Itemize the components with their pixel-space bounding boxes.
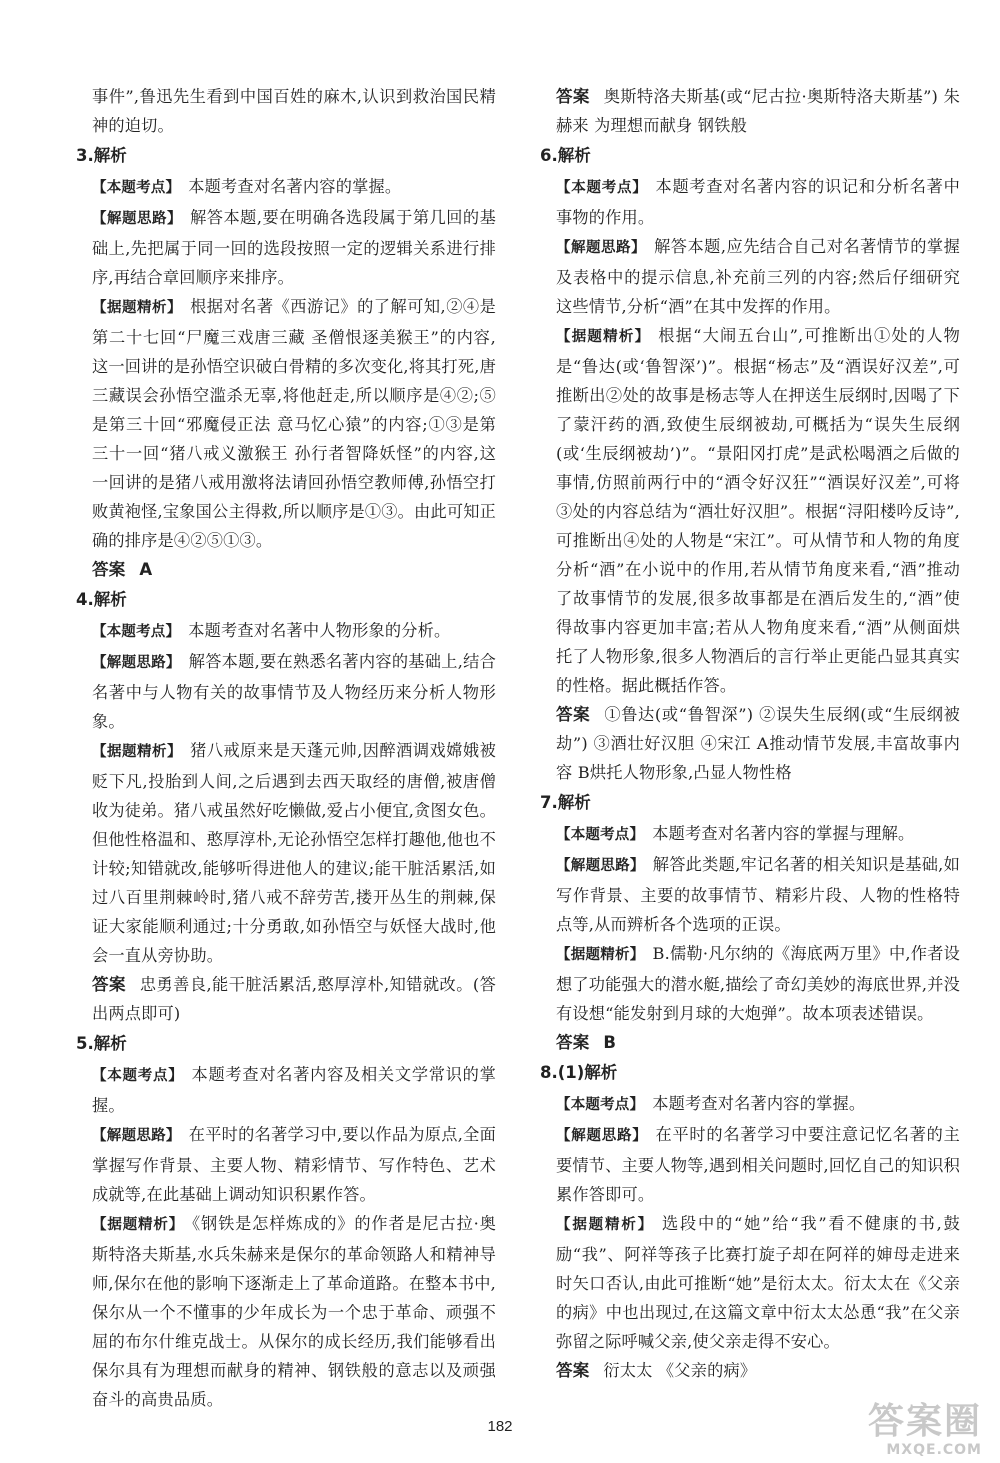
q4-heading: 4.解析 bbox=[76, 590, 127, 609]
q3-jingxi-text: 根据对名著《西游记》的了解可知,②④是第二十七回“尸魔三戏唐三藏 圣僧恨逐美猴王”的内容,这一回讲的是孙悟空识破白骨精的多次变化,将其打死,唐三藏误会孙悟空滥杀无辜,将他赶走,所以顺序是④②;⑤是第三十回“邪魔侵正法 意马忆心猿”的内容;①③是第三十一回“猪八戒义激猴王 孙行者智降妖怪”的内容,这一回讲的是猪八戒用激将法请回孙悟空教师傅,孙悟空打败黄袍怪,宝象国公主得救,所以顺序是①③。由此可知正确的排序是④②⑤①③。 bbox=[92, 297, 496, 550]
q6-jingxi bbox=[540, 321, 960, 700]
q8-kaodian-text: 本题考查对名著内容的掌握。 bbox=[652, 1094, 866, 1113]
silu-tag: 【解题思路】 bbox=[556, 858, 645, 874]
q4-answer-text: 忠勇善良,能干脏活累活,憨厚淳朴,知错就改。(答出两点即可) bbox=[92, 975, 496, 1023]
silu-tag: 【解题思路】 bbox=[92, 655, 181, 671]
watermark-logo: 答案圈 bbox=[867, 1401, 982, 1442]
jingxi-tag: 【据题精析】 bbox=[92, 1217, 185, 1233]
q5-jingxi-text: 《钢铁是怎样炼成的》的作者是尼古拉·奥斯特洛夫斯基,水兵朱赫来是保尔的革命领路人和精神导师,保尔在他的影响下逐渐走上了革命道路。在整本书中,保尔从一个不懂事的少年成长为一个忠于革命、顽强不屈的布尔什维克战士。从保尔的成长经历,我们能够看出保尔具有为理想而献身的精神、钢铁般的意志以及顽强奋斗的高贵品质。 bbox=[92, 1214, 496, 1409]
q3-heading: 3.解析 bbox=[76, 146, 127, 165]
q8-answer-text: 衍太太 《父亲的病》 bbox=[603, 1361, 757, 1380]
page-number: 182 bbox=[487, 1418, 513, 1435]
answer-label: 答案 bbox=[556, 1033, 590, 1052]
jingxi-tag: 【据题精析】 bbox=[92, 300, 183, 316]
q7-jingxi-text: B.儒勒·凡尔纳的《海底两万里》中,作者设想了功能强大的潜水艇,描绘了奇幻美妙的海底世界,并没有设想“能发射到月球的大炮弹”。故本项表述错误。 bbox=[556, 944, 961, 1023]
kaodian-tag: 【本题考点】 bbox=[556, 827, 645, 843]
q8-answer bbox=[540, 1356, 960, 1385]
q3-answer bbox=[76, 555, 496, 584]
kaodian-tag: 【本题考点】 bbox=[556, 180, 648, 196]
q4-answer bbox=[76, 970, 496, 1028]
q8-silu bbox=[540, 1120, 960, 1209]
q6-answer-text: ①鲁达(或“鲁智深”) ②误失生辰纲(或“生辰纲被劫”) ③酒壮好汉胆 ④宋江 A推动情节发展,丰富故事内容 B烘托人物形象,凸显人物性格 bbox=[556, 705, 960, 782]
q6-kaodian-text: 本题考查对名著内容的识记和分析名著中事物的作用。 bbox=[556, 177, 960, 227]
q7-kaodian-text: 本题考查对名著内容的掌握与理解。 bbox=[652, 824, 915, 843]
q6-answer bbox=[540, 700, 960, 787]
q4-silu bbox=[76, 647, 496, 736]
q6-silu bbox=[540, 232, 960, 321]
q7-silu-text: 解答此类题,牢记名著的相关知识是基础,如写作背景、主要的故事情节、精彩片段、人物的性格特点等,从而辨析各个选项的正误。 bbox=[556, 855, 960, 934]
jingxi-tag: 【据题精析】 bbox=[556, 1217, 654, 1233]
q7-silu bbox=[540, 850, 960, 939]
q4-jingxi-text: 猪八戒原来是天蓬元帅,因醉酒调戏嫦娥被贬下凡,投胎到人间,之后遇到去西天取经的唐僧,被唐僧收为徒弟。猪八戒虽然好吃懒做,爱占小便宜,贪图女色。但他性格温和、憨厚淳朴,无论孙悟空怎样打趣他,他也不计较;知错就改,能够听得进他人的建议;能干脏活累活,如过八百里荆棘岭时,猪八戒不辞劳苦,搂开丛生的荆棘,保证大家能顺利通过;十分勇敢,如孙悟空与妖怪大战时,他会一直从旁协助。 bbox=[92, 741, 496, 965]
q8-kaodian bbox=[540, 1089, 960, 1120]
intro-paragraph: 事件”,鲁迅先生看到中国百姓的麻木,认识到救治国民精神的迫切。 bbox=[92, 87, 496, 135]
q3-kaodian bbox=[76, 172, 496, 203]
q3-silu bbox=[76, 203, 496, 292]
q3-kaodian-text: 本题考查对名著内容的掌握。 bbox=[188, 177, 402, 196]
q7-kaodian bbox=[540, 819, 960, 850]
q8-jingxi-text: 选段中的“她”给“我”看不健康的书,鼓励“我”、阿祥等孩子比赛打旋子却在阿祥的婶母走进来时矢口否认,由此可推断“她”是衍太太。衍太太在《父亲的病》中也出现过,在这篇文章中衍太太怂恿“我”在父亲弥留之际呼喊父亲,使父亲走得不安心。 bbox=[556, 1214, 960, 1351]
watermark bbox=[834, 1402, 982, 1458]
answer-label: 答案 bbox=[556, 87, 590, 106]
q5-answer bbox=[540, 82, 960, 140]
q6-heading: 6.解析 bbox=[540, 146, 591, 165]
kaodian-tag: 【本题考点】 bbox=[556, 1097, 645, 1113]
q4-silu-text: 解答本题,要在熟悉名著内容的基础上,结合名著中与人物有关的故事情节及人物经历来分析人物形象。 bbox=[92, 652, 496, 731]
right-column bbox=[540, 82, 960, 1385]
q5-kaodian bbox=[76, 1060, 496, 1120]
kaodian-tag: 【本题考点】 bbox=[92, 1068, 184, 1084]
q4-kaodian-text: 本题考查对名著中人物形象的分析。 bbox=[188, 621, 451, 640]
answer-label: 答案 bbox=[92, 975, 126, 994]
q8-jingxi bbox=[540, 1209, 960, 1356]
answer-label: 答案 bbox=[556, 705, 591, 724]
q7-answer bbox=[540, 1028, 960, 1057]
q5-kaodian-text: 本题考查对名著内容及相关文学常识的掌握。 bbox=[92, 1065, 496, 1115]
q8-heading: 8.(1)解析 bbox=[540, 1063, 618, 1082]
silu-tag: 【解题思路】 bbox=[556, 240, 647, 256]
silu-tag: 【解题思路】 bbox=[556, 1128, 648, 1144]
left-column bbox=[76, 82, 496, 1414]
kaodian-tag: 【本题考点】 bbox=[92, 180, 181, 196]
q5-silu-text: 在平时的名著学习中,要以作品为原点,全面掌握写作背景、主要人物、精彩情节、写作特色、艺术成就等,在此基础上调动知识积累作答。 bbox=[92, 1125, 496, 1204]
jingxi-tag: 【据题精析】 bbox=[556, 329, 651, 345]
watermark-url: MXQE.COM bbox=[886, 1442, 982, 1458]
q5-heading: 5.解析 bbox=[76, 1034, 127, 1053]
jingxi-tag: 【据题精析】 bbox=[92, 744, 183, 760]
q3-jingxi bbox=[76, 292, 496, 555]
q5-silu bbox=[76, 1120, 496, 1209]
silu-tag: 【解题思路】 bbox=[92, 211, 183, 227]
q7-jingxi bbox=[540, 939, 960, 1028]
silu-tag: 【解题思路】 bbox=[92, 1128, 181, 1144]
kaodian-tag: 【本题考点】 bbox=[92, 624, 181, 640]
q6-jingxi-text: 根据“大闹五台山”,可推断出①处的人物是“鲁达(或‘鲁智深’)”。根据“杨志”及“酒误好汉差”,可推断出②处的故事是杨志等人在押送生辰纲时,因喝了下了蒙汗药的酒,致使生辰纲被劫,可概括为“误失生辰纲(或‘生辰纲被劫’)”。“景阳冈打虎”是武松喝酒之后做的事情,仿照前两行中的“酒令好汉狂”“酒误好汉差”,可将③处的内容总结为“酒壮好汉胆”。根据“浔阳楼吟反诗”,可推断出④处的人物是“宋江”。可从情节和人物的角度分析“酒”在小说中的作用,若从情节角度来看,“酒”推动了故事情节的发展,很多故事都是在酒后发生的,“酒”使得故事内容更加丰富;若从人物角度来看,“酒”从侧面烘托了人物形象,很多人物酒后的言行举止更能凸显其真实的性格。据此概括作答。 bbox=[556, 326, 960, 695]
q6-silu-text: 解答本题,应先结合自己对名著情节的掌握及表格中的提示信息,补充前三列的内容;然后仔细研究这些情节,分析“酒”在其中发挥的作用。 bbox=[556, 237, 960, 316]
q4-jingxi bbox=[76, 736, 496, 970]
q6-kaodian bbox=[540, 172, 960, 232]
q4-kaodian bbox=[76, 616, 496, 647]
q5-jingxi bbox=[76, 1209, 496, 1414]
q5-answer-text: 奥斯特洛夫斯基(或“尼古拉·奥斯特洛夫斯基”) 朱赫来 为理想而献身 钢铁般 bbox=[556, 87, 960, 135]
jingxi-tag: 【据题精析】 bbox=[556, 947, 645, 963]
answer-label: 答案 bbox=[556, 1361, 590, 1380]
answer-label: 答案 bbox=[92, 560, 126, 579]
q7-heading: 7.解析 bbox=[540, 793, 591, 812]
q7-answer-value: B bbox=[603, 1033, 617, 1052]
q3-answer-value: A bbox=[139, 560, 153, 579]
q8-silu-text: 在平时的名著学习中要注意记忆名著的主要情节、主要人物等,遇到相关问题时,回忆自己的知识积累作答即可。 bbox=[556, 1125, 960, 1204]
q3-silu-text: 解答本题,要在明确各选段属于第几回的基础上,先把属于同一回的选段按照一定的逻辑关系进行排序,再结合章回顺序来排序。 bbox=[92, 208, 496, 287]
